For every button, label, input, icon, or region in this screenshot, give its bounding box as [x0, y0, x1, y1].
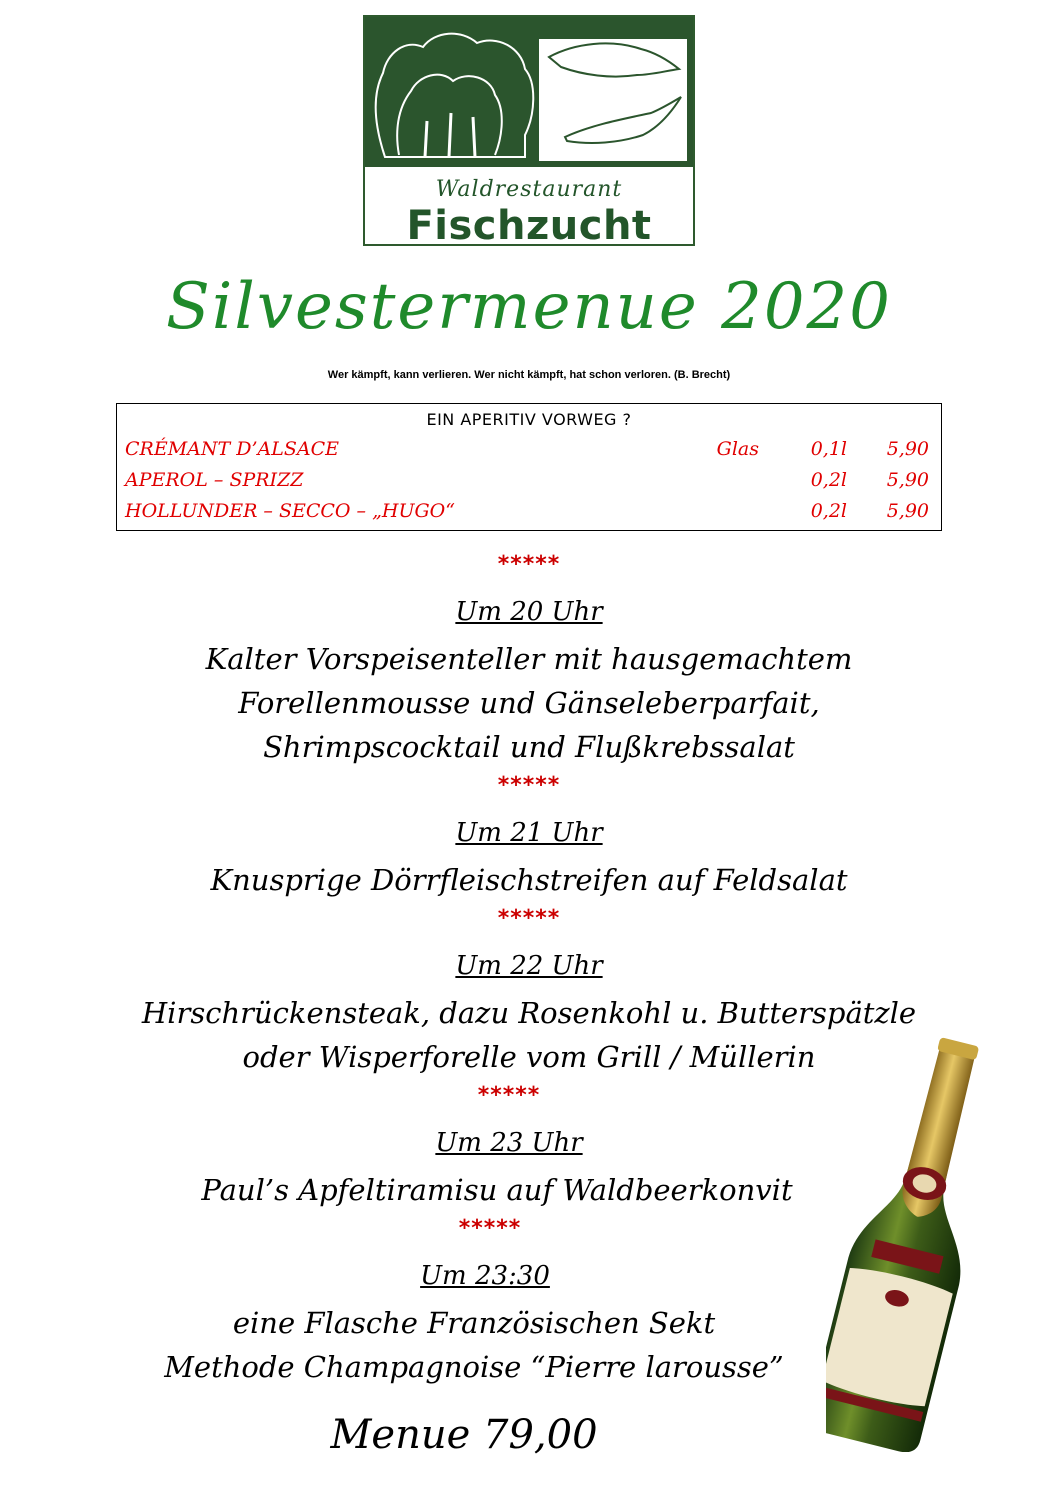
- aperitif-size: 0,1l: [810, 438, 847, 460]
- dish-line: eine Flasche Französischen Sekt: [232, 1306, 716, 1340]
- aperitif-heading: EIN APERITIV VORWEG ?: [426, 410, 632, 429]
- course-dish: [0, 858, 1058, 902]
- dish-line: Forellenmousse und Gänseleberparfait,: [238, 686, 820, 720]
- logo-name: Fischzucht: [406, 203, 652, 249]
- separator-stars: *****: [458, 1216, 522, 1241]
- aperitif-name: HOLLUNDER – SECCO – „HUGO“: [125, 500, 455, 522]
- aperitif-size: 0,2l: [810, 500, 847, 522]
- course-time: Um 21 Uhr: [455, 818, 603, 848]
- aperitif-price: 5,90: [886, 438, 929, 460]
- restaurant-logo: [363, 15, 695, 249]
- page-title: Silvestermenue 2020: [166, 270, 892, 344]
- dish-line: Kalter Vorspeisenteller mit hausgemachtem: [205, 642, 853, 676]
- aperitif-price: 5,90: [886, 500, 929, 522]
- separator-stars: *****: [497, 552, 561, 577]
- dish-line: Hirschrückensteak, dazu Rosenkohl u. Butterspätzle: [141, 996, 917, 1030]
- separator-stars: *****: [477, 1083, 541, 1108]
- separator-stars: *****: [497, 906, 561, 931]
- dish-line: Paul’s Apfeltiramisu auf Waldbeerkonvit: [201, 1173, 793, 1207]
- dish-line: Shrimpscocktail und Flußkrebssalat: [263, 730, 795, 764]
- aperitif-name: APEROL – SPRIZZ: [125, 469, 304, 491]
- course-time: Um 20 Uhr: [455, 597, 603, 627]
- logo-artwork: [365, 17, 693, 167]
- course-time: Um 22 Uhr: [455, 951, 603, 981]
- aperitif-price: 5,90: [886, 469, 929, 491]
- separator-stars: *****: [497, 773, 561, 798]
- course-time: Um 23 Uhr: [435, 1128, 583, 1158]
- aperitif-box: [116, 403, 942, 531]
- logo-subtitle: Waldrestaurant: [435, 177, 623, 202]
- aperitif-name: CRÉMANT D’ALSACE: [125, 438, 339, 460]
- aperitif-row: [125, 500, 929, 530]
- aperitif-row: [125, 438, 929, 468]
- aperitif-size: 0,2l: [810, 469, 847, 491]
- champagne-bottle-image: [826, 1032, 996, 1452]
- course-time: Um 23:30: [420, 1261, 550, 1291]
- menu-price: Menue 79,00: [330, 1412, 598, 1458]
- course-dish: [0, 1301, 948, 1389]
- aperitif-row: [125, 469, 929, 499]
- dish-line: Methode Champagnoise “Pierre larousse”: [164, 1350, 784, 1384]
- quote: Wer kämpft, kann verlieren. Wer nicht kämpft, hat schon verloren. (B. Brecht): [327, 369, 731, 381]
- course-dish: [0, 637, 1058, 769]
- dish-line: oder Wisperforelle vom Grill / Müllerin: [242, 1040, 816, 1074]
- dish-line: Knusprige Dörrfleischstreifen auf Feldsalat: [210, 863, 848, 897]
- aperitif-unit: Glas: [716, 438, 759, 460]
